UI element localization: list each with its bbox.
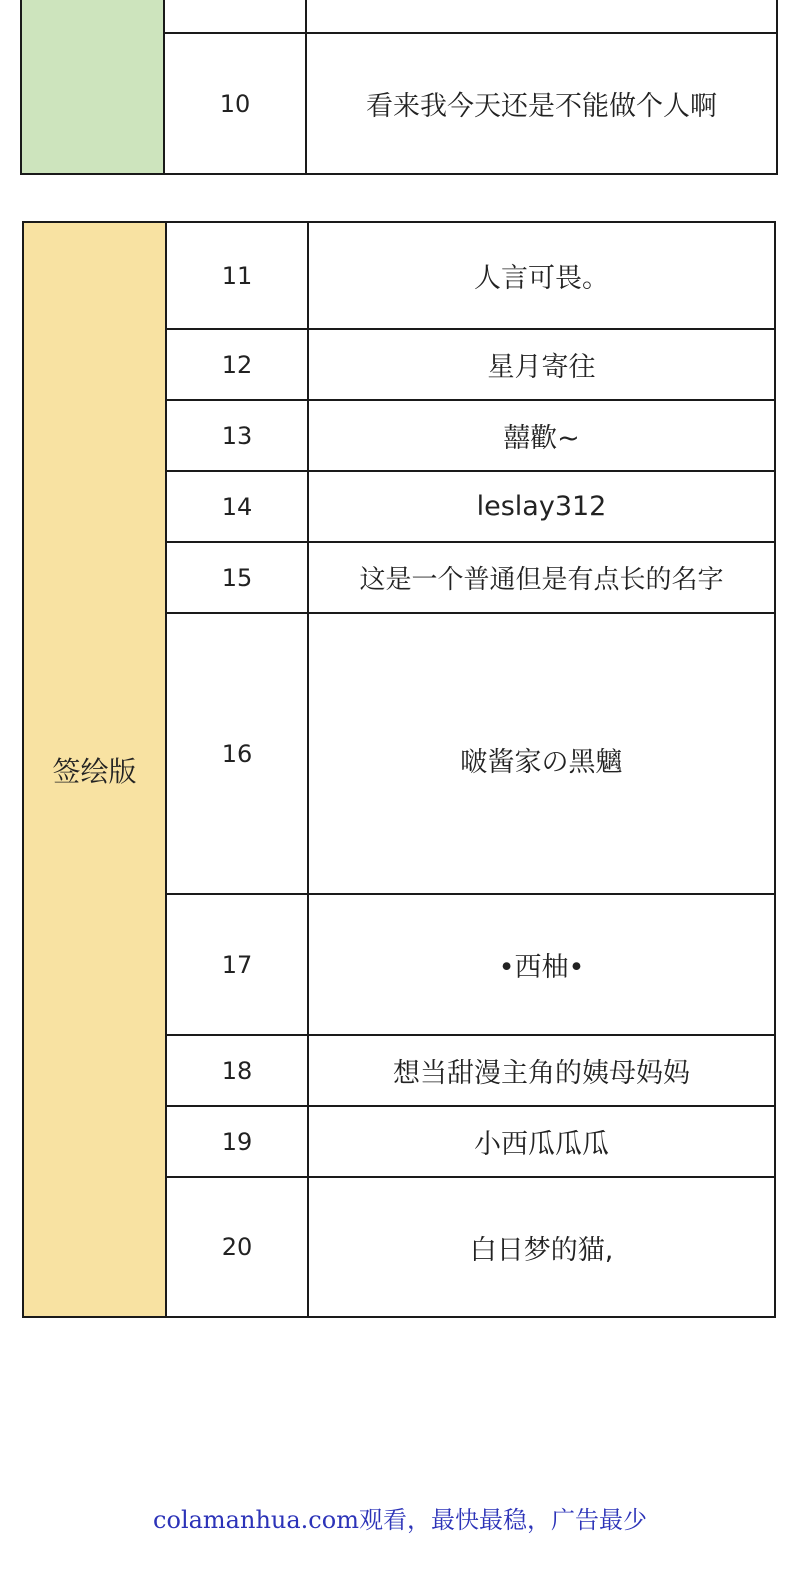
table-row (167, 472, 774, 543)
top-table-category (22, 0, 165, 173)
table-row (167, 1036, 774, 1107)
row-number: 11 (167, 223, 309, 328)
row-name: •西柚• (498, 952, 585, 983)
row-number: 13 (167, 401, 309, 470)
table-row (167, 1107, 774, 1178)
table-row (165, 34, 776, 173)
main-table (22, 221, 776, 1318)
footer-watermark: colamanhua.com观看，最快最稳，广告最少 (153, 1506, 647, 1534)
row-name (307, 0, 776, 32)
row-name: leslay312 (476, 491, 607, 522)
row-number: 17 (167, 895, 309, 1034)
row-number: 14 (167, 472, 309, 541)
table-row (167, 895, 774, 1036)
table-row (167, 1178, 774, 1316)
row-name: 看来我今天还是不能做个人啊 (366, 91, 717, 122)
row-number (165, 0, 307, 32)
row-name: 星月寄往 (487, 352, 596, 383)
row-number: 19 (167, 1107, 309, 1176)
row-name: 啵酱家の黑魑 (460, 747, 623, 778)
table-row (167, 614, 774, 895)
row-number: 16 (167, 614, 309, 893)
row-name: 这是一个普通但是有点长的名字 (359, 565, 724, 595)
table-row (167, 330, 774, 401)
row-name: 想当甜漫主角的姨母妈妈 (393, 1058, 690, 1089)
table-row (167, 223, 774, 330)
top-table (20, 0, 778, 175)
row-number: 10 (165, 34, 307, 173)
row-number: 15 (167, 543, 309, 612)
row-name: 囍歡~ (503, 423, 580, 454)
row-number: 12 (167, 330, 309, 399)
table-row (167, 543, 774, 614)
row-name: 小西瓜瓜瓜 (474, 1129, 609, 1160)
table-row (165, 0, 776, 34)
main-table-category: 签绘版 (24, 223, 167, 1316)
table-row (167, 401, 774, 472)
row-number: 20 (167, 1178, 309, 1316)
row-number: 18 (167, 1036, 309, 1105)
row-name: 白日梦的猫, (469, 1234, 614, 1266)
row-name: 人言可畏。 (474, 263, 609, 294)
